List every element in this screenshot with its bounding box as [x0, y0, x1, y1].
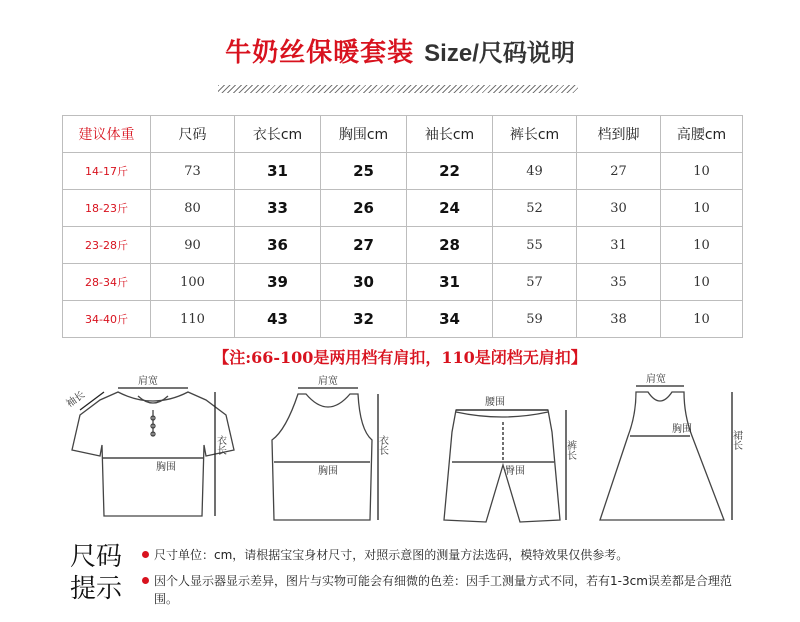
cell-waist-height: 10	[661, 264, 743, 301]
cell-sleeve: 34	[407, 301, 493, 338]
dress-length-label: 裙长	[730, 430, 742, 450]
size-note: 【注:66-100是两用档有肩扣，110是闭档无肩扣】	[213, 348, 587, 367]
size-table	[62, 115, 743, 338]
cell-pants-length: 57	[493, 264, 577, 301]
cell-sleeve: 24	[407, 190, 493, 227]
vest-length-label: 衣长	[376, 435, 388, 455]
dress-outline-icon	[600, 392, 724, 520]
cell-weight: 18-23斤	[63, 190, 151, 227]
vest-chest-label: 胸围	[318, 466, 338, 477]
cell-waist-height: 10	[661, 227, 743, 264]
cell-size: 80	[151, 190, 235, 227]
shorts-length-label: 裤长	[564, 440, 576, 460]
header-pants-length: 裤长cm	[493, 116, 577, 153]
cell-length: 43	[235, 301, 321, 338]
cell-length: 39	[235, 264, 321, 301]
shorts-waist-label: 腰围	[485, 397, 505, 408]
cell-length: 31	[235, 153, 321, 190]
tshirt-length-label: 衣长	[214, 435, 226, 455]
cell-chest: 32	[321, 301, 407, 338]
cell-sleeve: 28	[407, 227, 493, 264]
dress-shoulder-label: 肩宽	[646, 374, 666, 385]
vest-shoulder-label: 肩宽	[318, 376, 338, 387]
tip-text: 尺寸单位：cm，请根据宝宝身材尺寸，对照示意图的测量方法选码，模特效果仅供参考。	[154, 548, 629, 562]
cell-sleeve: 22	[407, 153, 493, 190]
bullet-icon	[142, 551, 149, 558]
header-weight: 建议体重	[63, 116, 151, 153]
shorts-hip-label: 臀围	[505, 466, 525, 477]
cell-inseam: 30	[577, 190, 661, 227]
tshirt-chest-label: 胸围	[156, 462, 176, 473]
cell-inseam: 27	[577, 153, 661, 190]
dress-diagram	[600, 386, 732, 520]
cell-chest: 26	[321, 190, 407, 227]
table-header-row	[63, 116, 743, 153]
list-item	[142, 546, 742, 564]
cell-chest: 27	[321, 227, 407, 264]
cell-weight: 14-17斤	[63, 153, 151, 190]
cell-inseam: 31	[577, 227, 661, 264]
cell-size: 110	[151, 301, 235, 338]
cell-size: 90	[151, 227, 235, 264]
header-waist-height: 高腰cm	[661, 116, 743, 153]
cell-size: 100	[151, 264, 235, 301]
title-chinese: 牛奶丝保暖套装	[225, 38, 425, 68]
size-tips-list	[142, 546, 742, 616]
cell-inseam: 35	[577, 264, 661, 301]
title-divider	[218, 85, 578, 93]
measurement-diagrams	[60, 370, 750, 530]
list-item	[142, 572, 742, 608]
cell-inseam: 38	[577, 301, 661, 338]
cell-weight: 23-28斤	[63, 227, 151, 264]
vest-diagram	[272, 388, 378, 520]
table-row	[63, 153, 743, 190]
cell-waist-height: 10	[661, 301, 743, 338]
cell-weight: 28-34斤	[63, 264, 151, 301]
tips-title-line1: 尺码	[70, 542, 123, 572]
cell-chest: 30	[321, 264, 407, 301]
cell-weight: 34-40斤	[63, 301, 151, 338]
tip-text: 因个人显示器显示差异，图片与实物可能会有细微的色差：因手工测量方式不同，若有1-3cm误差都是合理范围。	[154, 574, 732, 606]
tshirt-shoulder-label: 肩宽	[138, 376, 158, 387]
cell-chest: 25	[321, 153, 407, 190]
shorts-outline-icon	[444, 410, 560, 522]
cell-pants-length: 49	[493, 153, 577, 190]
tshirt-diagram	[72, 388, 234, 516]
tshirt-sleeve-label: 袖长	[64, 389, 88, 410]
cell-sleeve: 31	[407, 264, 493, 301]
header-chest: 胸围cm	[321, 116, 407, 153]
cell-pants-length: 59	[493, 301, 577, 338]
size-tips-heading	[70, 541, 132, 605]
cell-pants-length: 52	[493, 190, 577, 227]
cell-size: 73	[151, 153, 235, 190]
header-size: 尺码	[151, 116, 235, 153]
tips-title-line2: 提示	[70, 574, 123, 604]
dress-chest-label: 胸围	[672, 424, 692, 435]
table-row	[63, 227, 743, 264]
cell-length: 36	[235, 227, 321, 264]
header-inseam: 档到脚	[577, 116, 661, 153]
table-row	[63, 264, 743, 301]
table-row	[63, 301, 743, 338]
header-sleeve: 袖长cm	[407, 116, 493, 153]
cell-length: 33	[235, 190, 321, 227]
cell-pants-length: 55	[493, 227, 577, 264]
table-row	[63, 190, 743, 227]
header-length: 衣长cm	[235, 116, 321, 153]
page-title	[0, 38, 800, 69]
cell-waist-height: 10	[661, 190, 743, 227]
cell-waist-height: 10	[661, 153, 743, 190]
bullet-icon	[142, 577, 149, 584]
title-size: Size/尺码说明	[424, 40, 575, 67]
vest-outline-icon	[272, 394, 372, 520]
